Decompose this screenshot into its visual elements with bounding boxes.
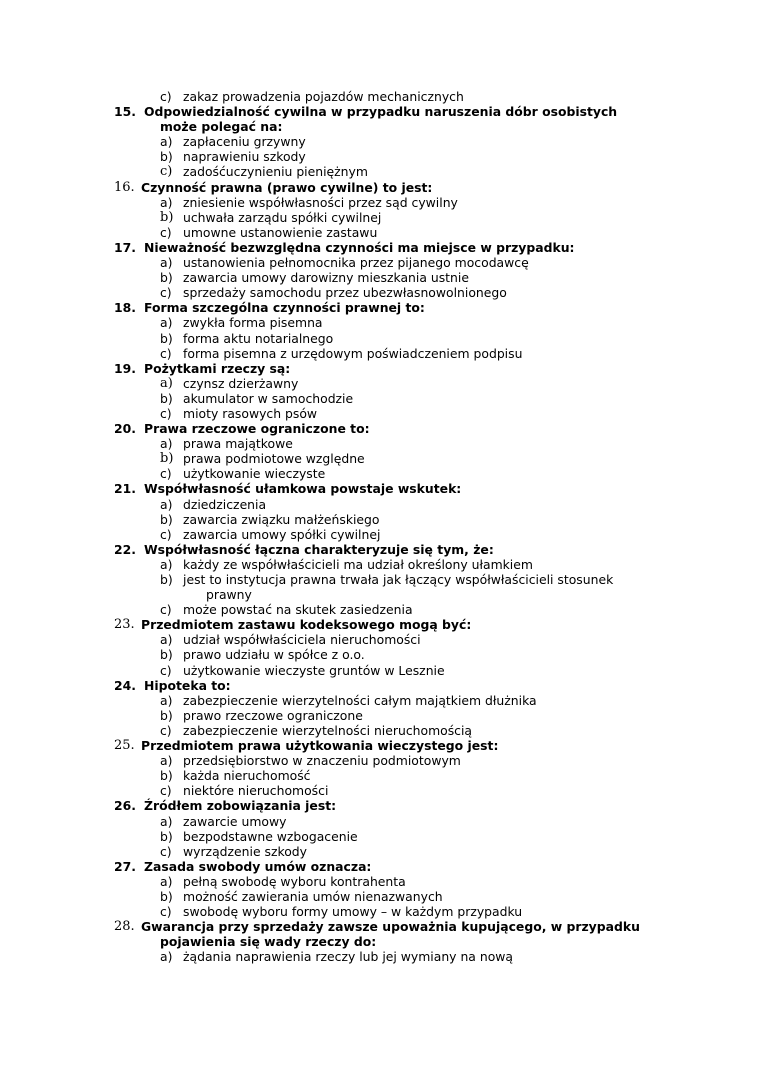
- question-number: 20.: [114, 421, 136, 437]
- question: [0, 542, 760, 557]
- question-text: Przedmiotem zastawu kodeksowego mogą być:: [141, 617, 472, 633]
- question-text: Forma szczególna czynności prawnej to:: [144, 300, 425, 316]
- option-text: swobodę wyboru formy umowy – w każdym przypadku: [183, 904, 523, 920]
- option-text: jest to instytucja prawna trwała jak łączący współwłaścicieli stosunek: [183, 572, 614, 587]
- option-letter: b): [160, 572, 173, 587]
- option-text: każdy ze współwłaścicieli ma udział określony ułamkiem: [183, 556, 533, 572]
- option-letter: c): [160, 783, 172, 799]
- option-text: forma aktu notarialnego: [183, 330, 334, 346]
- answer-option: [0, 889, 760, 904]
- option-text: forma pisemna z urzędowym poświadczeniem podpisu: [183, 345, 523, 361]
- option-letter: c): [160, 285, 172, 301]
- question: [0, 104, 760, 119]
- answer-option: [0, 270, 760, 285]
- answer-option: [0, 149, 760, 164]
- option-letter: a): [160, 315, 173, 331]
- question: [0, 919, 760, 934]
- option-letter: b): [160, 828, 173, 844]
- option-continuation: [0, 587, 760, 602]
- question-number: 17.: [114, 239, 136, 255]
- option-letter: b): [160, 647, 173, 663]
- option-letter: b): [160, 330, 173, 346]
- answer-option: [0, 331, 760, 346]
- question-text: Odpowiedzialność cywilna w przypadku naruszenia dóbr osobistych: [144, 104, 618, 120]
- question: [0, 240, 760, 255]
- answer-option: [0, 512, 760, 527]
- option-letter: a): [160, 436, 173, 452]
- question-text: Zasada swobody umów oznacza:: [144, 858, 372, 874]
- answer-option: [0, 632, 760, 647]
- answer-option: [0, 844, 760, 859]
- answer-option: [0, 602, 760, 617]
- option-text: zawarcia umowy darowizny mieszkania ustnie: [183, 270, 469, 286]
- option-letter: a): [160, 375, 173, 391]
- answer-option: [0, 814, 760, 829]
- option-text: zniesienie współwłasności przez sąd cywilny: [183, 194, 458, 210]
- question: [0, 180, 760, 195]
- option-letter: c): [160, 164, 173, 180]
- option-letter: b): [160, 707, 173, 723]
- question-number: 26.: [114, 798, 136, 814]
- option-letter: c): [160, 345, 172, 361]
- option-letter: c): [160, 89, 172, 104]
- option-letter: c): [160, 466, 172, 482]
- question: [0, 421, 760, 436]
- option-text: każda nieruchomość: [183, 768, 311, 784]
- answer-option: [0, 663, 760, 678]
- option-text: naprawieniu szkody: [183, 149, 306, 165]
- answer-option: [0, 89, 760, 104]
- option-text: zadośćuczynieniu pieniężnym: [183, 164, 368, 180]
- question-text: Nieważność bezwzględna czynności ma miejsce w przypadku:: [144, 239, 575, 255]
- option-letter: c): [160, 224, 172, 240]
- answer-option: [0, 693, 760, 708]
- answer-option: [0, 195, 760, 210]
- option-text: prawa podmiotowe względne: [183, 451, 365, 467]
- answer-option: [0, 497, 760, 512]
- option-letter: b): [160, 390, 173, 406]
- question-text: może polegać na:: [160, 119, 283, 135]
- option-text: pełną swobodę wyboru kontrahenta: [183, 873, 406, 889]
- question: [0, 481, 760, 496]
- option-text: zabezpieczenie wierzytelności całym majątkiem dłużnika: [183, 692, 537, 708]
- answer-option: [0, 783, 760, 798]
- answer-option: [0, 768, 760, 783]
- answer-option: [0, 255, 760, 270]
- question: [0, 361, 760, 376]
- option-text: może powstać na skutek zasiedzenia: [183, 602, 413, 618]
- option-text: użytkowanie wieczyste: [183, 466, 326, 482]
- question-text: Pożytkami rzeczy są:: [144, 360, 291, 376]
- answer-option: [0, 210, 760, 225]
- option-text: uchwała zarządu spółki cywilnej: [183, 209, 382, 225]
- answer-option: [0, 557, 760, 572]
- option-letter: c): [160, 405, 172, 421]
- question-text: Hipoteka to:: [144, 677, 231, 693]
- document-page: [0, 89, 760, 964]
- option-letter: a): [160, 692, 173, 708]
- answer-option: [0, 285, 760, 300]
- question-number: 24.: [114, 677, 136, 693]
- option-letter: a): [160, 194, 173, 210]
- option-text: zawarcie umowy: [183, 813, 287, 829]
- option-text: zabezpieczenie wierzytelności nieruchomością: [183, 722, 473, 738]
- option-letter: c): [160, 526, 172, 542]
- option-letter: b): [160, 270, 173, 286]
- answer-option: [0, 376, 760, 391]
- question-number: 23.: [114, 617, 135, 633]
- option-text: prawo udziału w spółce z o.o.: [183, 647, 365, 663]
- answer-option: [0, 753, 760, 768]
- option-text: udział współwłaściciela nieruchomości: [183, 632, 421, 648]
- answer-option: [0, 391, 760, 406]
- question-text: Źródłem zobowiązania jest:: [144, 798, 337, 814]
- question-number: 22.: [114, 541, 136, 557]
- answer-option: [0, 451, 760, 466]
- answer-option: [0, 134, 760, 149]
- question-number: 15.: [114, 104, 136, 120]
- option-text: dziedziczenia: [183, 496, 267, 512]
- option-text: żądania naprawienia rzeczy lub jej wymiany na nową: [183, 949, 514, 965]
- answer-option: [0, 708, 760, 723]
- option-text: sprzedaży samochodu przez ubezwłasnowolnionego: [183, 285, 507, 301]
- answer-option: [0, 315, 760, 330]
- answer-option: [0, 164, 760, 179]
- option-text: bezpodstawne wzbogacenie: [183, 828, 358, 844]
- question-text: Prawa rzeczowe ograniczone to:: [144, 421, 370, 437]
- question-number: 25.: [114, 738, 135, 754]
- option-text: zapłaceniu grzywny: [183, 134, 306, 150]
- question-text: pojawienia się wady rzeczy do:: [160, 934, 377, 950]
- option-letter: a): [160, 134, 173, 150]
- option-text: akumulator w samochodzie: [183, 390, 354, 406]
- question-number: 16.: [114, 179, 135, 195]
- question-text: Współwłasność łączna charakteryzuje się tym, że:: [144, 541, 494, 557]
- answer-option: [0, 904, 760, 919]
- option-letter: b): [160, 768, 173, 784]
- option-letter: a): [160, 496, 173, 512]
- question: [0, 300, 760, 315]
- option-text: prawa majątkowe: [183, 436, 293, 452]
- question-text: Czynność prawna (prawo cywilne) to jest:: [141, 179, 433, 195]
- question-continuation: [0, 119, 760, 134]
- option-text: zwykła forma pisemna: [183, 315, 323, 331]
- answer-option: [0, 346, 760, 361]
- question: [0, 738, 760, 753]
- option-letter: a): [160, 753, 173, 769]
- option-text: przedsiębiorstwo w znaczeniu podmiotowym: [183, 753, 461, 769]
- answer-option: [0, 572, 760, 587]
- option-letter: a): [160, 949, 173, 965]
- option-text: niektóre nieruchomości: [183, 783, 329, 799]
- option-text: czynsz dzierżawny: [183, 375, 299, 391]
- option-letter: c): [160, 843, 172, 859]
- option-letter: a): [160, 632, 173, 648]
- question-text: Współwłasność ułamkowa powstaje wskutek:: [144, 481, 462, 497]
- option-letter: c): [160, 722, 172, 738]
- option-letter: a): [160, 255, 173, 271]
- question-continuation: [0, 934, 760, 949]
- option-letter: c): [160, 904, 172, 920]
- answer-option: [0, 466, 760, 481]
- option-letter: b): [160, 149, 173, 165]
- option-text: prawny: [206, 587, 252, 603]
- option-text: zakaz prowadzenia pojazdów mechanicznych: [183, 89, 464, 104]
- question: [0, 798, 760, 813]
- question-number: 28.: [114, 919, 135, 935]
- option-letter: b): [160, 888, 173, 904]
- option-letter: a): [160, 873, 173, 889]
- option-letter: a): [160, 556, 173, 572]
- question-number: 19.: [114, 360, 136, 376]
- answer-option: [0, 723, 760, 738]
- question-number: 18.: [114, 300, 136, 316]
- question-number: 27.: [114, 858, 136, 874]
- option-letter: c): [160, 662, 172, 678]
- option-text: umowne ustanowienie zastawu: [183, 224, 378, 240]
- option-text: możność zawierania umów nienazwanych: [183, 888, 443, 904]
- question-number: 21.: [114, 481, 136, 497]
- option-letter: c): [160, 602, 172, 618]
- option-text: zawarcia umowy spółki cywilnej: [183, 526, 381, 542]
- option-letter: b): [160, 511, 173, 527]
- option-text: zawarcia związku małżeńskiego: [183, 511, 380, 527]
- answer-option: [0, 829, 760, 844]
- option-letter: b): [160, 451, 174, 467]
- question: [0, 678, 760, 693]
- answer-option: [0, 406, 760, 421]
- option-text: mioty rasowych psów: [183, 405, 318, 421]
- answer-option: [0, 527, 760, 542]
- option-text: wyrządzenie szkody: [183, 843, 307, 859]
- answer-option: [0, 647, 760, 662]
- option-letter: b): [160, 209, 174, 225]
- question-text: Przedmiotem prawa użytkowania wieczystego jest:: [141, 738, 499, 754]
- option-text: ustanowienia pełnomocnika przez pijanego mocodawcę: [183, 255, 529, 271]
- option-text: użytkowanie wieczyste gruntów w Lesznie: [183, 662, 445, 678]
- option-letter: a): [160, 813, 173, 829]
- question-text: Gwarancja przy sprzedaży zawsze upoważnia kupującego, w przypadku: [141, 919, 640, 935]
- option-text: prawo rzeczowe ograniczone: [183, 707, 363, 723]
- question: [0, 859, 760, 874]
- answer-option: [0, 436, 760, 451]
- answer-option: [0, 949, 760, 964]
- answer-option: [0, 225, 760, 240]
- question: [0, 617, 760, 632]
- answer-option: [0, 874, 760, 889]
